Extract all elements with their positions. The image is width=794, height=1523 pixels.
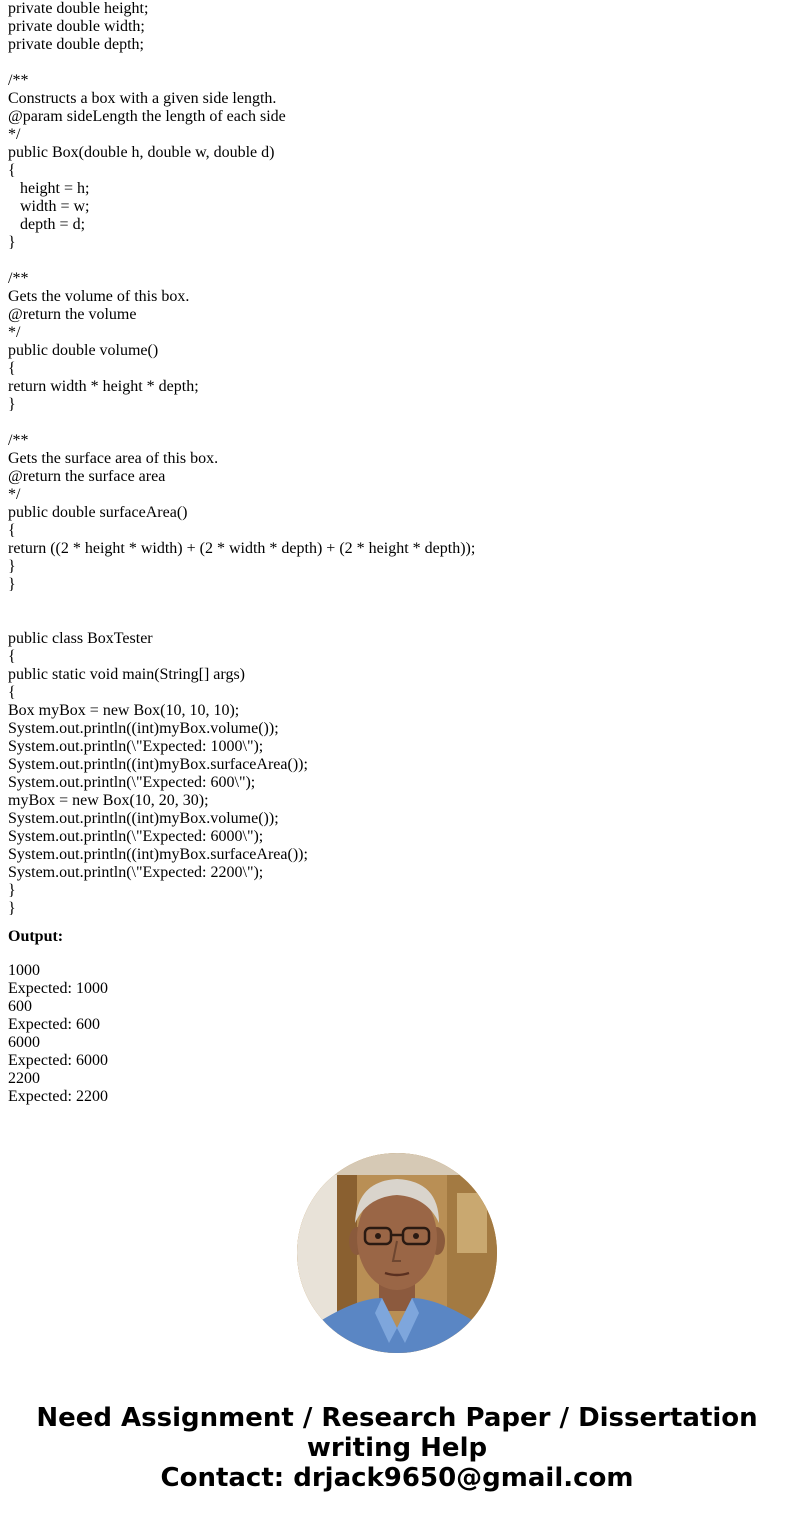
code-line: { xyxy=(8,522,16,539)
code-line: height = h; xyxy=(8,180,90,197)
person-photo-icon xyxy=(297,1153,497,1353)
code-line: Constructs a box with a given side length. xyxy=(8,90,277,107)
code-block xyxy=(8,0,475,918)
code-line: System.out.println((int)myBox.surfaceArea()); xyxy=(8,756,308,773)
promo-banner xyxy=(0,1403,794,1493)
code-line: @param sideLength the length of each side xyxy=(8,108,286,125)
code-line: depth = d; xyxy=(8,216,86,233)
code-line: private double width; xyxy=(8,18,145,35)
code-line: */ xyxy=(8,324,21,341)
code-line: System.out.println((int)myBox.volume()); xyxy=(8,810,279,827)
output-line: 6000 xyxy=(8,1034,40,1051)
code-line: public static void main(String[] args) xyxy=(8,666,245,683)
promo-line-2: writing Help xyxy=(306,1433,488,1463)
author-avatar xyxy=(297,1153,497,1353)
code-line: System.out.println(\"Expected: 6000\"); xyxy=(8,828,264,845)
output-line: Expected: 600 xyxy=(8,1016,100,1033)
code-line xyxy=(8,54,475,72)
code-line: System.out.println(\"Expected: 2200\"); xyxy=(8,864,264,881)
code-line: } xyxy=(8,900,16,917)
output-line: 2200 xyxy=(8,1070,40,1087)
code-line: public double volume() xyxy=(8,342,159,359)
code-line: @return the volume xyxy=(8,306,137,323)
code-line: public Box(double h, double w, double d) xyxy=(8,144,275,161)
output-heading: Output: xyxy=(8,928,64,945)
code-line: @return the surface area xyxy=(8,468,166,485)
output-line: Expected: 2200 xyxy=(8,1088,108,1105)
code-line: { xyxy=(8,684,16,701)
output-line: Expected: 6000 xyxy=(8,1052,108,1069)
output-block xyxy=(8,962,108,1106)
code-line: width = w; xyxy=(8,198,90,215)
code-line: { xyxy=(8,360,16,377)
output-line: 600 xyxy=(8,998,32,1015)
code-line: /** xyxy=(8,72,29,89)
code-line: */ xyxy=(8,126,21,143)
output-line: Expected: 1000 xyxy=(8,980,108,997)
code-line: private double depth; xyxy=(8,36,144,53)
code-line: return ((2 * height * width) + (2 * width * depth) + (2 * height * depth)); xyxy=(8,540,476,557)
code-line: System.out.println(\"Expected: 600\"); xyxy=(8,774,256,791)
code-line: } xyxy=(8,882,16,899)
output-line: 1000 xyxy=(8,962,40,979)
code-line: System.out.println((int)myBox.volume()); xyxy=(8,720,279,737)
code-line: /** xyxy=(8,270,29,287)
code-line: myBox = new Box(10, 20, 30); xyxy=(8,792,209,809)
code-line: { xyxy=(8,648,16,665)
code-line: } xyxy=(8,396,16,413)
code-line: } xyxy=(8,576,16,593)
code-line: return width * height * depth; xyxy=(8,378,199,395)
code-line: System.out.println(\"Expected: 1000\"); xyxy=(8,738,264,755)
code-line: /** xyxy=(8,432,29,449)
code-line: System.out.println((int)myBox.surfaceArea()); xyxy=(8,846,308,863)
code-line: Gets the surface area of this box. xyxy=(8,450,219,467)
code-line: } xyxy=(8,234,16,251)
code-line: */ xyxy=(8,486,21,503)
code-line xyxy=(8,612,475,630)
code-line: } xyxy=(8,558,16,575)
code-line: Box myBox = new Box(10, 10, 10); xyxy=(8,702,240,719)
code-line: Gets the volume of this box. xyxy=(8,288,190,305)
code-line xyxy=(8,594,475,612)
code-line xyxy=(8,252,475,270)
promo-line-1: Need Assignment / Research Paper / Dissertation xyxy=(36,1403,758,1433)
promo-contact-line: Contact: drjack9650@gmail.com xyxy=(160,1463,634,1493)
code-line: public double surfaceArea() xyxy=(8,504,188,521)
code-line: public class BoxTester xyxy=(8,630,153,647)
code-line: private double height; xyxy=(8,0,149,17)
code-line xyxy=(8,414,475,432)
code-line: { xyxy=(8,162,16,179)
